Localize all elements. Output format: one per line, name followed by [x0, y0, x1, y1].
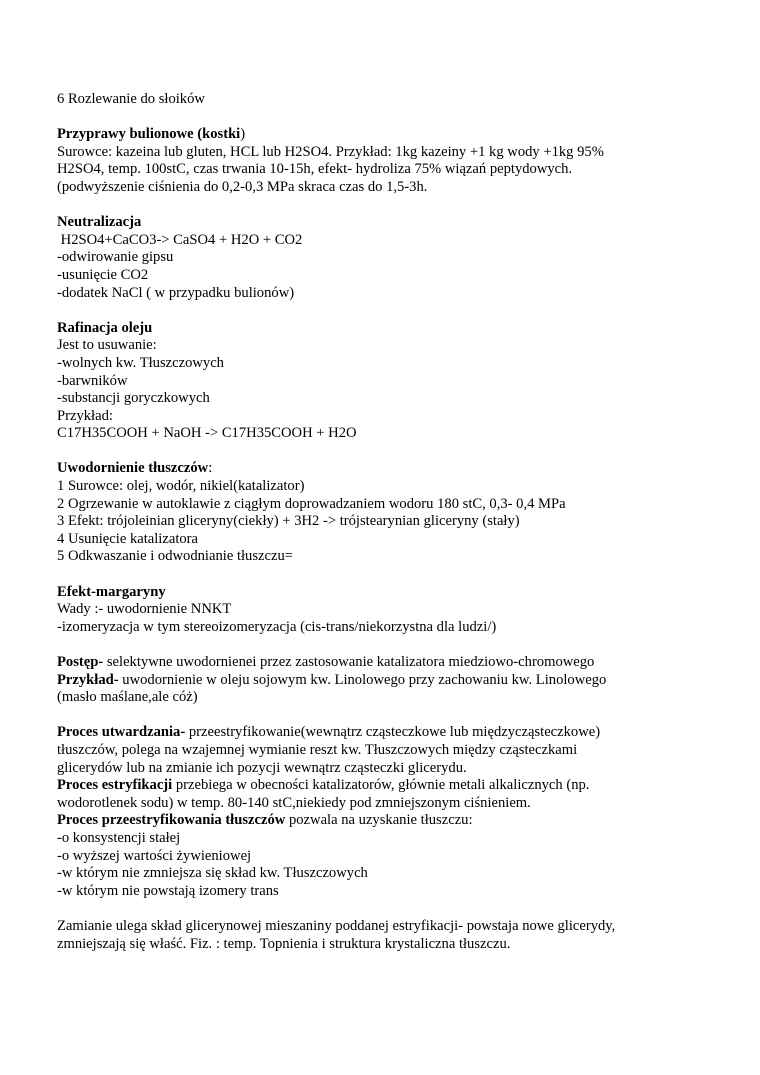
postep-text: selektywne uwodornienei przez zastosowanie katalizatora miedziowo-chromowego	[103, 654, 595, 670]
rafinacja-line: C17H35COOH + NaOH -> C17H35COOH + H2O	[57, 425, 357, 442]
estryfikacji-line	[57, 777, 707, 795]
rafinacja-line: -substancji goryczkowych	[57, 390, 210, 407]
bulion-line: (podwyższenie ciśnienia do 0,2-0,3 MPa skraca czas do 1,5-3h.	[57, 178, 428, 195]
postep-label: Postęp-	[57, 654, 104, 670]
rafinacja-heading-line	[57, 320, 707, 338]
zamiana-line: Zamianie ulega skład glicerynowej mieszaniny poddanej estryfikacji- powstaja nowe glicerydy,	[57, 917, 616, 934]
rafinacja-line: -barwników	[57, 372, 128, 389]
neutralizacja-line: -odwirowanie gipsu	[57, 249, 174, 266]
przyklad-line-2: (masło maślane,ale cóż)	[57, 689, 198, 706]
przyklad-label: Przykład-	[57, 671, 119, 688]
rafinacja-line: Przykład:	[57, 407, 113, 424]
bulion-line: H2SO4, temp. 100stC, czas trwania 10-15h, efekt- hydroliza 75% wiązań peptydowych.	[57, 161, 573, 178]
margaryna-line: -izomeryzacja w tym stereoizomeryzacja (cis-trans/niekorzystna dla ludzi/)	[57, 618, 497, 635]
przeestryfikowania-item: -w którym nie zmniejsza się skład kw. Tłuszczowych	[57, 865, 368, 882]
spacer	[57, 443, 707, 461]
zamiana-line: zmniejszają się właść. Fiz. : temp. Topnienia i struktura krystaliczna tłuszczu.	[57, 935, 511, 952]
spacer	[57, 109, 707, 127]
przeestryfikowania-text: pozwala na uzyskanie tłuszczu:	[285, 812, 473, 829]
rafinacja-line: -wolnych kw. Tłuszczowych	[57, 354, 224, 371]
uwodornienie-line: 3 Efekt: trójoleinian gliceryny(ciekły) + 3H2 -> trójstearynian gliceryny (stały)	[57, 513, 520, 530]
uwodornienie-line: 2 Ogrzewanie w autoklawie z ciągłym doprowadzaniem wodoru 180 stC, 0,3- 0,4 MPa	[57, 495, 566, 512]
spacer	[57, 707, 707, 725]
przyklad-line	[57, 672, 707, 690]
utwardzania-line: tłuszczów, polega na wzajemnej wymianie reszt kw. Tłuszczowych między cząsteczkami	[57, 741, 578, 758]
neutralizacja-heading-line	[57, 214, 707, 232]
utwardzania-text: przeestryfikowanie(wewnątrz cząsteczkowe lub międzycząsteczkowe)	[185, 724, 601, 741]
bulion-heading-line	[57, 126, 707, 144]
spacer	[57, 566, 707, 584]
bulion-heading: Przyprawy bulionowe (kostki	[57, 126, 241, 143]
spacer	[57, 302, 707, 320]
bulion-line: Surowce: kazeina lub gluten, HCL lub H2SO4. Przykład: 1kg kazeiny +1 kg wody +1kg 95%	[57, 143, 604, 160]
przeestryfikowania-item: -w którym nie powstają izomery trans	[57, 882, 279, 899]
estryfikacji-line-2: wodorotlenek sodu) w temp. 80-140 stC,niekiedy pod zmniejszonym ciśnieniem.	[57, 794, 531, 811]
utwardzania-label: Proces utwardzania-	[57, 724, 186, 741]
bulion-heading-tail: )	[240, 126, 246, 143]
uwodornienie-line: 1 Surowce: olej, wodór, nikiel(katalizator)	[57, 478, 305, 495]
neutralizacja-line: -usunięcie CO2	[57, 266, 149, 283]
spacer	[57, 900, 707, 918]
rafinacja-heading: Rafinacja oleju	[57, 319, 153, 336]
przeestryfikowania-line	[57, 812, 707, 830]
neutralizacja-heading: Neutralizacja	[57, 214, 142, 231]
przeestryfikowania-label: Proces przeestryfikowania tłuszczów	[57, 812, 286, 829]
rafinacja-line: Jest to usuwanie:	[57, 337, 157, 354]
margaryna-heading: Efekt-margaryny	[57, 583, 166, 600]
uwodornienie-line: 4 Usunięcie katalizatora	[57, 530, 199, 547]
postep-line	[57, 654, 707, 672]
margaryna-heading-line	[57, 584, 707, 602]
margaryna-line: Wady :- uwodornienie NNKT	[57, 601, 232, 618]
utwardzania-line: glicerydów lub na zmianie ich pozycji wewnątrz cząsteczki glicerydu.	[57, 759, 467, 776]
uwodornienie-heading: Uwodornienie tłuszczów	[57, 460, 209, 477]
step-6-line: 6 Rozlewanie do słoików	[57, 91, 205, 107]
estryfikacji-label: Proces estryfikacji	[57, 777, 173, 794]
spacer	[57, 197, 707, 215]
przyklad-text: uwodornienie w oleju sojowym kw. Linolowego przy zachowaniu kw. Linolowego	[118, 671, 607, 688]
uwodornienie-heading-line	[57, 460, 707, 478]
uwodornienie-line: 5 Odkwaszanie i odwodnianie tłuszczu=	[57, 548, 293, 565]
uwodornienie-heading-tail: :	[208, 460, 213, 477]
estryfikacji-text: przebiega w obecności katalizatorów, głównie metali alkalicznych (np.	[172, 777, 590, 794]
neutralizacja-line: H2SO4+CaCO3-> CaSO4 + H2O + CO2	[57, 231, 303, 248]
neutralizacja-line: -dodatek NaCl ( w przypadku bulionów)	[57, 284, 295, 301]
przeestryfikowania-item: -o wyższej wartości żywieniowej	[57, 847, 252, 864]
spacer	[57, 636, 707, 654]
utwardzania-line	[57, 724, 707, 742]
przeestryfikowania-item: -o konsystencji stałej	[57, 829, 181, 846]
document-page	[57, 91, 707, 953]
